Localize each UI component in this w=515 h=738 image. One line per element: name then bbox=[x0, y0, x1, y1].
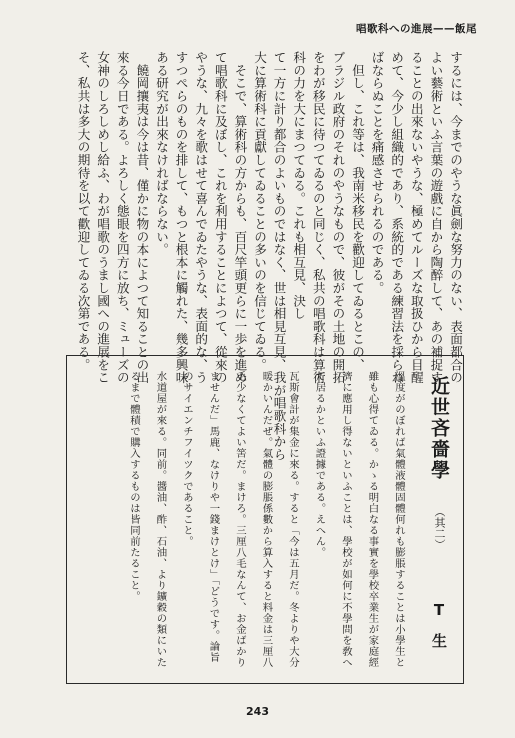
body-line: するには、今までのやうな眞劍な努力のない、表面都合の bbox=[448, 51, 463, 384]
body-line: をわが移民に待つてゐるのと同じく、私共の唱歌科は算術 bbox=[310, 51, 326, 384]
column-line: のサイエンチフイツクであること。 bbox=[181, 371, 193, 547]
column-line: 溫度がのぼれば氣體液體固體何れも膨脹することは小學生と bbox=[393, 371, 405, 668]
body-line: すつぺらのものを排して、もつと根本に觸れた、幾多興味 bbox=[173, 51, 189, 384]
body-line: 但し、これ等は、我南米移民を歡迎してゐるとこの、 bbox=[350, 51, 365, 371]
column-line: ませんだ」馬鹿、なけりや一錢まけとけ」「どうです。論旨 bbox=[207, 371, 220, 663]
body-line: ばならぬことを痛感させられるのである。 bbox=[369, 51, 385, 295]
running-head: 唱歌科への進展——飯尾 bbox=[356, 23, 477, 35]
body-line: 女神のしろしめし給ふ、わが唱歌のうまし國への進展をこ bbox=[95, 51, 111, 384]
column-line: 水道屋が來る。同前。醬油、酢、石油、より鑛穀の類にいた bbox=[154, 371, 167, 668]
body-line: ることの出來ないやうな、極めてルーズな取扱ひから目醒 bbox=[408, 51, 424, 384]
body-line: 大に算術科に貢獻してゐることの多いのを信じてゐる。 bbox=[252, 51, 267, 371]
column-box bbox=[66, 355, 464, 684]
body-line: そこで、算術科の方からも、百尺竿頭更らに一歩を進め bbox=[232, 51, 248, 384]
body-line: よい藝術といふ言葉の遊戲に自から陶醉して、あの補捉す bbox=[428, 51, 444, 384]
column-line: 雖も心得てゐる。かゝる明白なる事實を學校卒業生が家庭經 bbox=[366, 371, 379, 668]
column-line: 暖かいんだぜ。氣體の膨脹係數から算入すると料金は三厘八 bbox=[260, 371, 273, 668]
column-author: T生 bbox=[430, 601, 448, 662]
body-line: て一方に計り都合のよいものではなく、世は相見互見、我が唱歌科から bbox=[271, 51, 287, 461]
body-line: めて、今少し組織的であり、系統的である練習法を採らね bbox=[389, 51, 405, 384]
body-line: 來る今日である。よろしく態眼を四方に放ち、ミューズの bbox=[114, 51, 130, 384]
body-line: ブラジル政府のそれのやうなもので、彼がその土地の開拓 bbox=[330, 51, 346, 384]
body-line: 科の力を大にまつてゐる。これも相互見、決し bbox=[291, 51, 307, 320]
column-line: るまで體積で購入するものは皆同前たること。 bbox=[128, 371, 140, 602]
column-title: 近世吝嗇學 bbox=[428, 376, 450, 481]
body-line: やうな、九々を歌はせて喜んでゐたやうな、表面的な、う bbox=[193, 51, 209, 384]
column-subtitle: （其二） bbox=[433, 506, 446, 550]
column-line: て居るかといふ證據である。えへん。 bbox=[313, 371, 326, 558]
body-line: て唱歌科に及ぼし、これを利用することによつて、從來の bbox=[212, 51, 228, 384]
column-line: 毛少なくてよい筈だ。まけろ。三厘八毛なんて、お金ばかり bbox=[234, 371, 246, 668]
body-line: そ、私共は多大の期待を以て歡迎してゐる次第である。 bbox=[75, 51, 91, 371]
body-line: ある研究が出來なければならない。 bbox=[154, 51, 169, 256]
column-line: 濟に應用し得ないといふことは、學校が如何に不學問を敎へ bbox=[340, 371, 352, 668]
column-line: 瓦斯會計が集金に來る。すると「今は五月だ。冬よりや大分 bbox=[287, 371, 299, 668]
page-number: 243 bbox=[246, 705, 269, 718]
body-line: 饒岡攘夷は今は昔、僅かに物の本によつて知ることの出 bbox=[134, 51, 150, 384]
